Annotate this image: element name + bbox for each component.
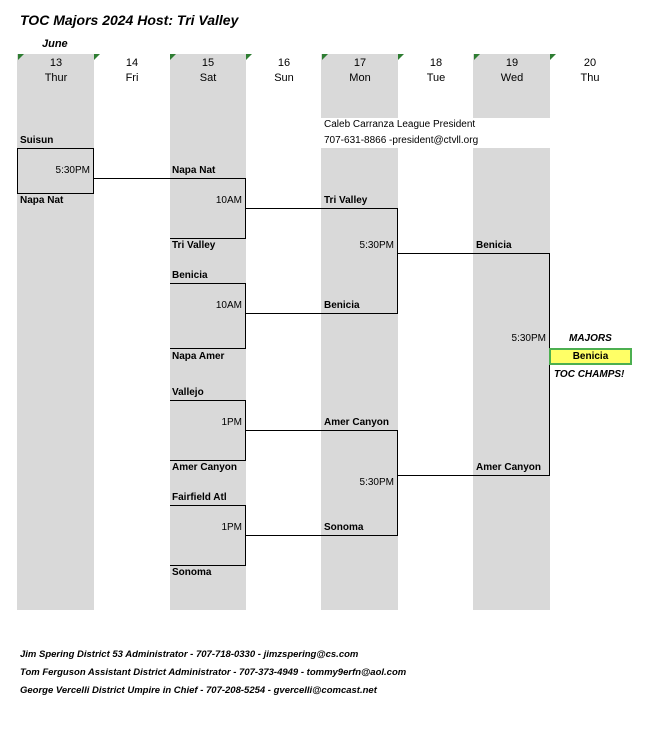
day-name: Tue [426,72,446,84]
day-name: Sun [274,72,294,84]
majors-label: MAJORS [569,333,612,344]
team-label: Benicia [172,270,208,281]
game-box [321,208,398,314]
game-time: 5:30PM [359,477,394,488]
month-label: June [42,38,68,50]
team-label: Tri Valley [172,240,216,251]
game-box [170,178,246,239]
team-label: Benicia [476,240,512,251]
team-label: Benicia [324,300,360,311]
team-label: Napa Nat [172,165,216,176]
champions-caption: TOC CHAMPS! [554,369,625,380]
day-number: 19 [505,57,519,69]
bracket-line [398,475,473,476]
team-label: Sonoma [324,522,364,533]
game-box [473,253,550,476]
day-name: Wed [500,72,524,84]
game-time: 10AM [215,300,242,311]
team-label: Napa Amer [172,351,225,362]
game-time: 5:30PM [359,240,394,251]
game-box [170,283,246,349]
bracket-line [246,208,321,209]
day-number: 18 [429,57,443,69]
day-number: 17 [353,57,367,69]
day-number: 20 [583,57,597,69]
footer-line: George Vercelli District Umpire in Chief - 707-208-5254 - gvercelli@comcast.net [20,685,377,696]
footer-line: Jim Spering District 53 Administrator - 707-718-0330 - jimzspering@cs.com [20,649,359,660]
champion-box: Benicia [549,348,632,365]
team-label: Sonoma [172,567,212,578]
game-box [170,505,246,566]
team-label: Fairfield Atl [172,492,227,503]
day-number: 16 [277,57,291,69]
footer-line: Tom Ferguson Assistant District Administrator - 707-373-4949 - tommy9erfn@aol.com [20,667,407,678]
game-time: 1PM [221,417,242,428]
bracket-line [246,535,321,536]
president-contact: 707-631-8866 -president@ctvll.org [324,135,479,146]
bracket-line [246,430,321,431]
bracket-line [94,178,170,179]
bracket-line [246,313,321,314]
day-name: Thu [580,72,600,84]
day-name: Sat [199,72,217,84]
game-time: 1PM [221,522,242,533]
team-label: Tri Valley [324,195,368,206]
day-number: 13 [49,57,63,69]
team-label: Napa Nat [20,195,64,206]
bracket-line [398,253,473,254]
team-label: Amer Canyon [324,417,390,428]
game-box [170,400,246,461]
day-number: 15 [201,57,215,69]
game-time: 10AM [215,195,242,206]
team-label: Vallejo [172,387,204,398]
team-label: Amer Canyon [476,462,542,473]
team-label: Suisun [20,135,54,146]
page-title: TOC Majors 2024 Host: Tri Valley [20,12,239,28]
day-name: Fri [125,72,139,84]
team-label: Amer Canyon [172,462,238,473]
game-time: 5:30PM [511,333,546,344]
day-number: 14 [125,57,139,69]
day-name: Thur [44,72,68,84]
game-time: 5:30PM [55,165,90,176]
president-name: Caleb Carranza League President [324,119,476,130]
day-name: Mon [349,72,371,84]
